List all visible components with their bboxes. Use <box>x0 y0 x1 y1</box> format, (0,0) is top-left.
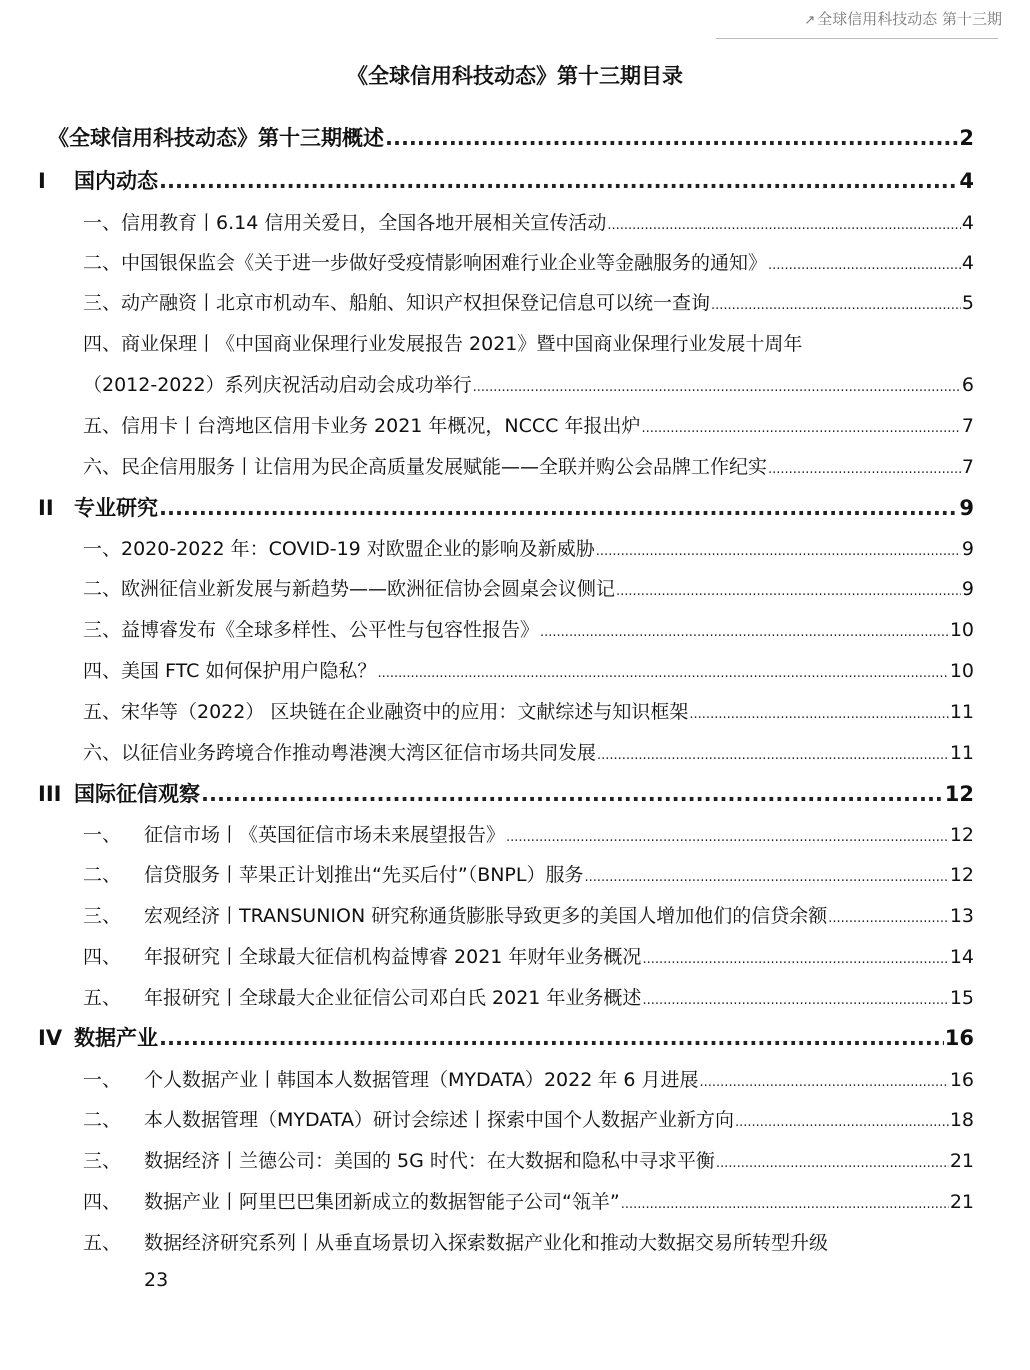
toc-leader <box>506 830 949 845</box>
toc-page-number: 7 <box>961 415 974 437</box>
toc-entry-text: 三、益博睿发布《全球多样性、公平性与包容性报告》 <box>83 619 540 641</box>
toc-leader <box>642 993 948 1008</box>
toc-entry-text: 信贷服务丨苹果正计划推出“先买后付”（BNPL）服务 <box>144 864 584 886</box>
toc-page-number: 21 <box>949 1191 974 1213</box>
toc-page-number: 4 <box>959 169 974 193</box>
header-text: 全球信用科技动态 第十三期 <box>817 10 1002 28</box>
toc-leader <box>201 782 944 806</box>
toc-leader <box>159 496 958 520</box>
toc-page-number: 13 <box>949 905 974 927</box>
toc-leader <box>768 258 961 273</box>
toc-page-number: 23 <box>144 1269 169 1291</box>
toc-page-number: 15 <box>949 987 974 1009</box>
toc-page-number: 4 <box>961 252 974 274</box>
toc-entry[interactable] <box>83 738 974 765</box>
toc-entry-text: 宏观经济丨TRANSUNION 研究称通货膨胀导致更多的美国人增加他们的信贷余额 <box>144 905 828 927</box>
toc-leader <box>597 748 949 763</box>
running-header <box>804 8 1002 29</box>
toc-leader <box>700 1075 949 1090</box>
toc-page-number: 6 <box>961 374 974 396</box>
toc-page-number: 9 <box>959 496 974 520</box>
toc-entry-number: 二、 <box>83 1109 122 1131</box>
toc-entry-number: 三、 <box>83 1150 122 1172</box>
toc-entry-text: 个人数据产业丨韩国本人数据管理（MYDATA）2022 年 6 月进展 <box>144 1069 699 1091</box>
toc-entry[interactable] <box>83 534 974 561</box>
toc-entry[interactable] <box>83 820 974 847</box>
toc-page-number: 16 <box>944 1026 974 1050</box>
toc-entry[interactable] <box>83 901 974 928</box>
toc-entry-text: 三、动产融资丨北京市机动车、船舶、知识产权担保登记信息可以统一查询 <box>83 292 711 314</box>
toc-entry-text: 二、欧洲征信业新发展与新趋势——欧洲征信协会圆桌会议侧记 <box>83 578 616 600</box>
toc-page-number: 2 <box>959 126 974 150</box>
toc-page-number: 4 <box>961 212 974 234</box>
toc-leader <box>596 544 961 559</box>
toc-leader <box>385 126 958 150</box>
toc-entry[interactable] <box>83 370 974 397</box>
toc-entry-text: 一、信用教育丨6.14 信用关爱日，全国各地开展相关宣传活动 <box>83 212 607 234</box>
toc-entry-text: 五、信用卡丨台湾地区信用卡业务 2021 年概况，NCCC 年报出炉 <box>83 415 641 437</box>
toc-entry[interactable] <box>83 1228 828 1255</box>
toc-entry-number: 二、 <box>83 864 122 886</box>
toc-page-number: 5 <box>961 292 974 314</box>
toc-entry[interactable] <box>83 697 974 724</box>
toc-leader <box>689 707 948 722</box>
arrow-up-right-icon: ↗ <box>804 13 816 28</box>
toc-entry[interactable] <box>83 248 974 275</box>
toc-entry-text-line1[interactable]: 四、商业保理丨《中国商业保理行业发展报告 2021》暨中国商业保理行业发展十周年 <box>83 333 803 355</box>
toc-leader <box>716 1156 949 1171</box>
toc-entry-number: 一、 <box>83 824 122 846</box>
section-title: 国际征信观察 <box>74 782 200 806</box>
toc-entry-text: 六、民企信用服务丨让信用为民企高质量发展赋能——全联并购公会品牌工作纪实 <box>83 456 768 478</box>
toc-leader <box>540 625 949 640</box>
section-number: IV <box>38 1026 63 1050</box>
toc-entry[interactable] <box>83 860 974 887</box>
toc-entry-text: 征信市场丨《英国征信市场未来展望报告》 <box>144 824 506 846</box>
section-title: 专业研究 <box>74 496 158 520</box>
toc-entry[interactable] <box>83 983 974 1010</box>
section-number: III <box>38 782 62 806</box>
toc-page-number: 12 <box>944 782 974 806</box>
toc-page-number: 14 <box>949 946 974 968</box>
toc-entry[interactable] <box>83 1065 974 1092</box>
toc-page-number: 10 <box>949 660 974 682</box>
toc-leader <box>621 1197 949 1212</box>
toc-entry[interactable] <box>83 1105 974 1132</box>
toc-entry[interactable] <box>83 208 974 235</box>
toc-entry-text: 五、宋华等（2022） 区块链在企业融资中的应用：文献综述与知识框架 <box>83 701 689 723</box>
toc-entry-number: 四、 <box>83 946 122 968</box>
toc-entry[interactable] <box>83 574 974 601</box>
toc-entry-text: 年报研究丨全球最大征信机构益博睿 2021 年财年业务概况 <box>144 946 642 968</box>
toc-entry-overview[interactable] <box>48 122 974 152</box>
toc-leader <box>642 952 948 967</box>
toc-page-number: 11 <box>949 742 974 764</box>
toc-entry[interactable] <box>83 615 974 642</box>
toc-leader <box>768 462 961 477</box>
section-number: II <box>38 496 54 520</box>
toc-entry-number: 四、 <box>83 1191 122 1213</box>
toc-entry-text: 数据经济丨兰德公司：美国的 5G 时代：在大数据和隐私中寻求平衡 <box>144 1150 715 1172</box>
toc-page-number: 9 <box>961 578 974 600</box>
toc-entry[interactable] <box>83 1187 974 1214</box>
toc-entry-text: 数据产业丨阿里巴巴集团新成立的数据智能子公司“瓴羊” <box>144 1191 620 1213</box>
toc-page-number: 16 <box>949 1069 974 1091</box>
toc-entry[interactable] <box>83 1146 974 1173</box>
toc-page-number: 9 <box>961 538 974 560</box>
toc-section-1[interactable] <box>38 165 974 195</box>
toc-entry-text: 一、2020-2022 年：COVID-19 对欧盟企业的影响及新威胁 <box>83 538 595 560</box>
toc-leader <box>473 380 961 395</box>
toc-entry-number: 三、 <box>83 905 122 927</box>
toc-entry[interactable] <box>83 411 974 438</box>
toc-page-number: 7 <box>961 456 974 478</box>
toc-entry[interactable] <box>83 288 974 315</box>
toc-page-number: 12 <box>949 864 974 886</box>
toc-entry-text: 数据经济研究系列丨从垂直场景切入探索数据产业化和推动大数据交易所转型升级 <box>144 1232 829 1254</box>
header-rule <box>716 38 998 39</box>
toc-entry[interactable] <box>83 942 974 969</box>
toc-leader <box>159 1026 944 1050</box>
toc-entry-text: 六、以征信业务跨境合作推动粤港澳大湾区征信市场共同发展 <box>83 742 597 764</box>
toc-entry-number: 五、 <box>83 987 122 1009</box>
toc-entry[interactable] <box>83 452 974 479</box>
toc-page-number: 21 <box>949 1150 974 1172</box>
toc-leader <box>828 911 949 926</box>
toc-page-number: 18 <box>949 1109 974 1131</box>
toc-entry[interactable] <box>83 656 974 683</box>
section-title: 数据产业 <box>74 1026 158 1050</box>
section-title: 国内动态 <box>74 169 158 193</box>
toc-page-number: 12 <box>949 824 974 846</box>
toc-entry-text: 本人数据管理（MYDATA）研讨会综述丨探索中国个人数据产业新方向 <box>144 1109 734 1131</box>
toc-leader <box>735 1115 949 1130</box>
toc-leader <box>584 870 948 885</box>
toc-section-3[interactable] <box>38 778 974 808</box>
toc-leader <box>616 584 961 599</box>
toc-section-2[interactable] <box>38 492 974 522</box>
toc-entry-text: 年报研究丨全球最大企业征信公司邓白氏 2021 年业务概述 <box>144 987 642 1009</box>
toc-leader <box>711 298 961 313</box>
toc-entry-number: 五、 <box>83 1232 122 1254</box>
toc-entry-text: 二、中国银保监会《关于进一步做好受疫情影响困难行业企业等金融服务的通知》 <box>83 252 768 274</box>
toc-entry-text: 四、美国 FTC 如何保护用户隐私？ <box>83 660 377 682</box>
toc-leader <box>642 421 961 436</box>
page-title: 《全球信用科技动态》第十三期目录 <box>347 64 683 88</box>
toc-entry-text: （2012-2022）系列庆祝活动启动会成功举行 <box>83 374 472 396</box>
toc-leader <box>377 666 948 681</box>
toc-page-number: 10 <box>949 619 974 641</box>
toc-leader <box>607 218 961 233</box>
toc-entry-number: 一、 <box>83 1069 122 1091</box>
section-number: I <box>38 169 46 193</box>
toc-page-number: 11 <box>949 701 974 723</box>
toc-section-4[interactable] <box>38 1022 974 1052</box>
toc-leader <box>159 169 958 193</box>
toc-entry-text: 《全球信用科技动态》第十三期概述 <box>48 126 384 150</box>
